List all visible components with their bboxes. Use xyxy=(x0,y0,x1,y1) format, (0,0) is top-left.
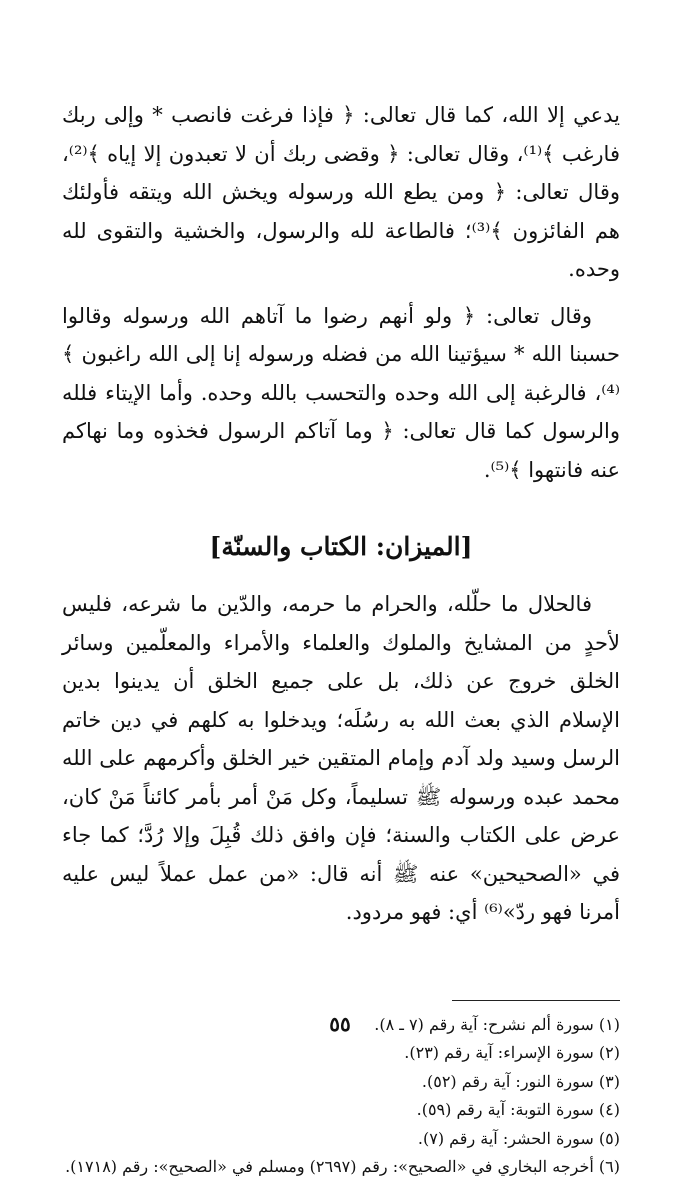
footnote-6: (٦) أخرجه البخاري في «الصحيح»: رقم (٢٦٩٧) ومسلم في «الصحيح»: رقم (١٧١٨). xyxy=(65,1157,620,1176)
page-number: ٥٥ xyxy=(329,1012,351,1036)
body-paragraph-3: فالحلال ما حلّله، والحرام ما حرمه، والدّين ما شرعه، فليس لأحدٍ من المشايخ والملوك والعلماء والأمراء والمعلّمين وسائر الخلق خروج عن ذلك، بل على جميع الخلق أن يدينوا بدين الإسلام الذي بعث الله به رسُلَه؛ ويدخلوا به كلهم في دين خاتم الرسل وسيد ولد آدم وإمام المتقين خير الخلق وأكرمهم على الله محمد عبده ورسوله ﷺ تسليماً، وكل مَنْ أمر بأمر كائناً مَنْ كان، عرض على الكتاب والسنة؛ فإن وافق ذلك قُبِلَ وإلا رُدَّ؛ كما جاء في «الصحيحين» عنه ﷺ أنه قال: «من عمل عملاً ليس عليه أمرنا فهو ردّ»⁽⁶⁾ أي: فهو مردود. xyxy=(62,592,620,924)
footnote-1: (١) سورة ألم نشرح: آية رقم (٧ ـ ٨). xyxy=(374,1014,620,1034)
footnote-5: (٥) سورة الحشر: آية رقم (٧). xyxy=(417,1128,620,1148)
body-paragraph-2: وقال تعالى: ﴿ ولو أنهم رضوا ما آتاهم الله ورسوله وقالوا حسبنا الله * سيؤتينا الله من فضله ورسوله إنا إلى الله راغبون ﴾⁽⁴⁾، فالرغبة إلى الله وحده والتحسب بالله وحده. وأما الإيتاء فلله والرسول كما قال تعالى: ﴿ وما آتاكم الرسول فخذوه وما نهاكم عنه فانتهوا ﴾⁽⁵⁾. xyxy=(62,303,620,482)
footnote-3: (٣) سورة النور: آية رقم (٥٢). xyxy=(421,1071,620,1091)
footnotes xyxy=(62,1011,620,1182)
body-paragraph-1: يدعي إلا الله، كما قال تعالى: ﴿ فإذا فرغت فانصب * وإلى ربك فارغب ﴾⁽¹⁾، وقال تعالى: ﴿ وقضى ربك أن لا تعبدون إلا إياه ﴾⁽²⁾، وقال تعالى: ﴿ ومن يطع الله ورسوله ويخش الله ويتقه فأولئك هم الفائزون ﴾⁽³⁾؛ فالطاعة لله والرسول، والخشية والتقوى لله وحده. xyxy=(62,103,620,281)
footnote-2: (٢) سورة الإسراء: آية رقم (٢٣). xyxy=(404,1043,620,1062)
footnote-divider xyxy=(452,1000,620,1001)
footnote-4: (٤) سورة التوبة: آية رقم (٥٩). xyxy=(416,1100,620,1119)
section-heading: [الميزان: الكتاب والسنّة] xyxy=(209,532,473,561)
